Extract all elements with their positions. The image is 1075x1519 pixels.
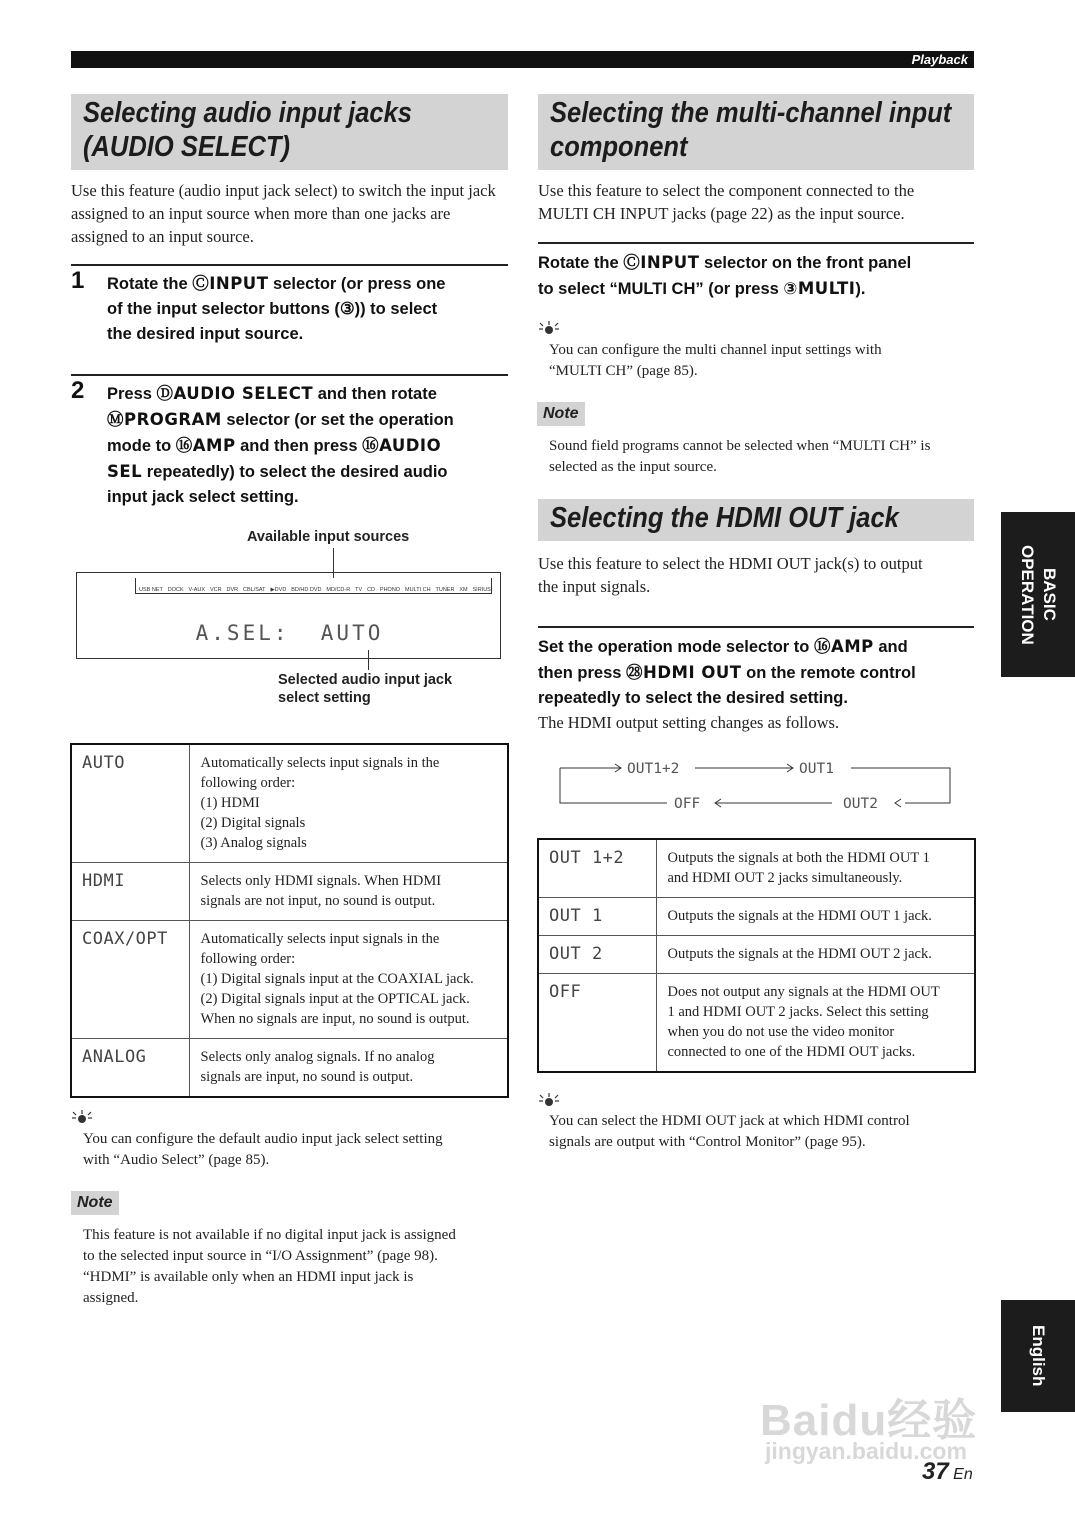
text: Set the operation mode selector to (538, 638, 814, 656)
heading-text: Selecting the HDMI OUT jack (550, 502, 899, 534)
description-line: Does not output any signals at the HDMI OUT (667, 984, 940, 1000)
description-line: when you do not use the video monitor (667, 1024, 895, 1040)
tip-icon (71, 1110, 93, 1129)
text: and then rotate (313, 385, 437, 403)
setting-key: HDMI (71, 863, 189, 921)
text: assigned. (83, 1290, 139, 1306)
heading-line-2: (AUDIO SELECT) (83, 131, 290, 163)
note-label: Note (537, 402, 585, 426)
input-source-label: TUNER (435, 587, 455, 593)
description-line: following order: (200, 775, 296, 791)
text: Selected audio input jack (278, 672, 453, 688)
description-line: (2) Digital signals (200, 815, 306, 831)
multi-channel-intro (538, 179, 914, 225)
setting-key: OUT 1+2 (538, 839, 656, 898)
setting-description (656, 974, 975, 1073)
front-panel-display (76, 572, 501, 659)
text: mode to (107, 437, 176, 455)
divider (538, 626, 974, 628)
tip-hdmi-control (549, 1111, 910, 1153)
heading-line-1: Selecting the multi-channel input (550, 97, 952, 129)
text: “MULTI CH” (page 85). (549, 363, 698, 379)
input-source-label: CBL/SAT (243, 587, 266, 593)
setting-description (656, 898, 975, 936)
hdmi-out-key: ㉘HDMI OUT (626, 663, 742, 682)
text: repeatedly to select the desired setting. (538, 689, 848, 707)
input-source-label: DOCK (167, 587, 184, 593)
hdmi-out-intro (538, 552, 923, 598)
cycle-off: OFF (674, 796, 701, 812)
audio-select-table (70, 743, 509, 1098)
side-tab-basic-operation (1001, 512, 1075, 677)
cycle-intro: The HDMI output setting changes as follows. (538, 713, 840, 732)
note-audio-select (83, 1225, 456, 1309)
divider (71, 264, 508, 266)
text: selector on the front panel (699, 254, 912, 272)
text: This feature is not available if no digital input jack is assigned (83, 1227, 456, 1243)
watermark-url: jingyan.baidu.com (765, 1438, 967, 1464)
audio-sel-key: ⑯AUDIO (362, 436, 442, 455)
description-line: (3) Analog signals (200, 835, 307, 851)
note-label: Note (71, 1191, 119, 1215)
divider (538, 242, 974, 244)
text: of the input selector buttons (③)) to select (107, 300, 438, 318)
text: English (1029, 1325, 1048, 1387)
text: Use this feature to select the component connected to the (538, 181, 915, 200)
table-row (538, 898, 975, 936)
text: selector (or press one (268, 275, 446, 293)
text: You can configure the default audio input jack select setting (83, 1131, 443, 1147)
table-row (538, 974, 975, 1073)
page-number (922, 1458, 973, 1486)
description-line: signals are not input, no sound is output. (200, 893, 436, 909)
side-tab-english (1001, 1300, 1075, 1412)
tip-multi-channel (549, 340, 882, 382)
step-number: 2 (71, 377, 85, 404)
step-2-instructions (107, 381, 507, 510)
setting-key: COAX/OPT (71, 921, 189, 1039)
setting-description (189, 863, 508, 921)
input-sources-list (139, 587, 491, 593)
tip-icon (538, 1093, 560, 1112)
section-label: Playback (911, 52, 968, 67)
divider (71, 374, 508, 376)
page-number-value: 37 (922, 1458, 949, 1485)
input-source-label: ▶DVD (270, 587, 287, 593)
amp-key: ⑯AMP (813, 637, 874, 656)
header-bar (71, 51, 974, 68)
table-row (71, 921, 508, 1039)
audio-select-heading (71, 94, 508, 170)
program-key: ⓂPROGRAM (107, 410, 222, 429)
hdmi-out-step (538, 634, 974, 711)
text: You can configure the multi channel input settings with (549, 342, 882, 358)
callout-available-sources: Available input sources (247, 529, 410, 545)
input-source-label: USB NET (139, 587, 163, 593)
description-line: (2) Digital signals input at the OPTICAL jack. (200, 991, 470, 1007)
input-source-label: V-AUX (188, 587, 206, 593)
description-line: following order: (200, 951, 296, 967)
text: Use this feature to select the HDMI OUT jack(s) to output (538, 554, 923, 573)
hdmi-cycle-diagram (555, 755, 955, 813)
description-line: Automatically selects input signals in the (200, 755, 440, 771)
multi-channel-step (538, 250, 974, 302)
amp-key: ⑯AMP (175, 436, 236, 455)
table-row (71, 744, 508, 863)
text: BASIC (1040, 568, 1059, 621)
tip-audio-select (83, 1129, 443, 1171)
setting-description (656, 839, 975, 898)
cycle-out1: OUT1 (799, 761, 834, 777)
description-line: (1) HDMI (200, 795, 260, 811)
input-selector-key: ⒸINPUT (192, 274, 269, 293)
input-source-label: MULTI CH (405, 587, 431, 593)
text: to the selected input source in “I/O Assignment” (page 98). (83, 1248, 438, 1264)
description-line: signals are input, no sound is output. (200, 1069, 414, 1085)
description-line: (1) Digital signals input at the COAXIAL jack. (200, 971, 474, 987)
text: MULTI CH INPUT jacks (page 22) as the input source. (538, 204, 905, 223)
text: to select “MULTI CH” (or press (538, 280, 784, 298)
setting-description (189, 1039, 508, 1098)
text: Rotate the (538, 254, 624, 272)
step-1-instructions (107, 271, 507, 347)
arrow-head (895, 799, 901, 807)
description-line: Selects only HDMI signals. When HDMI (200, 873, 442, 889)
table-row (538, 936, 975, 974)
text: with “Audio Select” (page 85). (83, 1152, 270, 1168)
table-row (538, 839, 975, 898)
heading-line-2: component (550, 131, 688, 163)
text: Rotate the (107, 275, 193, 293)
cycle-out12: OUT1+2 (627, 761, 680, 777)
audio-select-key: ⒹAUDIO SELECT (156, 384, 314, 403)
text: then press (538, 664, 627, 682)
description-line: Outputs the signals at both the HDMI OUT 1 (667, 850, 930, 866)
input-source-label: BD/HD DVD (291, 587, 322, 593)
text: Sound field programs cannot be selected when “MULTI CH” is (549, 438, 931, 454)
text: the desired input source. (107, 325, 304, 343)
description-line: Outputs the signals at the HDMI OUT 1 jack. (667, 908, 932, 924)
text: You can select the HDMI OUT jack at which HDMI control (549, 1113, 910, 1129)
input-source-label: MD/CD-R (326, 587, 351, 593)
text: selector (or set the operation (221, 411, 454, 429)
text: selected as the input source. (549, 459, 717, 475)
table-row (71, 863, 508, 921)
description-line: connected to one of the HDMI OUT jacks. (667, 1044, 916, 1060)
text: and then press (235, 437, 363, 455)
description-line: Automatically selects input signals in the (200, 931, 440, 947)
callout-selected-setting (278, 671, 452, 707)
text: OPERATION (1018, 544, 1037, 645)
tip-icon (538, 321, 560, 340)
description-line: Outputs the signals at the HDMI OUT 2 jack. (667, 946, 932, 962)
audio-select-intro: Use this feature (audio input jack select) to switch the input jack assigned to an input source when more than one jacks are assigned to an input source. (71, 181, 496, 246)
input-source-label: PHONO (379, 587, 401, 593)
text: “HDMI” is available only when an HDMI input jack is (83, 1269, 414, 1285)
text: signals are output with “Control Monitor” (page 95). (549, 1134, 866, 1150)
text: select setting (278, 690, 371, 706)
setting-description (656, 936, 975, 974)
input-source-label: VCR (209, 587, 222, 593)
text: repeatedly) to select the desired audio (142, 463, 448, 481)
setting-key: OFF (538, 974, 656, 1073)
cycle-out2: OUT2 (843, 796, 878, 812)
setting-description (189, 921, 508, 1039)
input-selector-key: ⒸINPUT (623, 253, 700, 272)
setting-key: OUT 1 (538, 898, 656, 936)
text: input jack select setting. (107, 488, 299, 506)
heading-line-1: Selecting audio input jacks (83, 97, 412, 129)
setting-description (189, 744, 508, 863)
callout-line (368, 650, 369, 670)
setting-key: AUTO (71, 744, 189, 863)
watermark-logo: Baidu经验 (760, 1396, 978, 1445)
description-line: 1 and HDMI OUT 2 jacks. Select this setting (667, 1004, 929, 1020)
display-readout: A.SEL: AUTO (195, 621, 384, 645)
hdmi-out-heading (538, 499, 974, 541)
input-source-label: TV (355, 587, 363, 593)
input-source-label: SIRIUS (472, 587, 491, 593)
multi-key: ③MULTI (783, 279, 856, 298)
step-number: 1 (71, 267, 85, 294)
description-line: When no signals are input, no sound is output. (200, 1011, 470, 1027)
text: ). (855, 280, 866, 298)
text: on the remote control (741, 664, 916, 682)
hdmi-out-table (537, 838, 976, 1073)
text: and (873, 638, 908, 656)
table-row (71, 1039, 508, 1098)
input-source-label: DVR (226, 587, 239, 593)
setting-key: ANALOG (71, 1039, 189, 1098)
note-multi-channel (549, 436, 930, 478)
text: Press (107, 385, 157, 403)
input-source-label: XM (459, 587, 468, 593)
text: the input signals. (538, 577, 651, 596)
description-line: Selects only analog signals. If no analog (200, 1049, 435, 1065)
description-line: and HDMI OUT 2 jacks simultaneously. (667, 870, 903, 886)
setting-key: OUT 2 (538, 936, 656, 974)
input-source-label: CD (367, 587, 376, 593)
audio-sel-key: SEL (107, 462, 143, 481)
multi-channel-heading (538, 94, 974, 170)
page-number-suffix: En (953, 1466, 973, 1483)
